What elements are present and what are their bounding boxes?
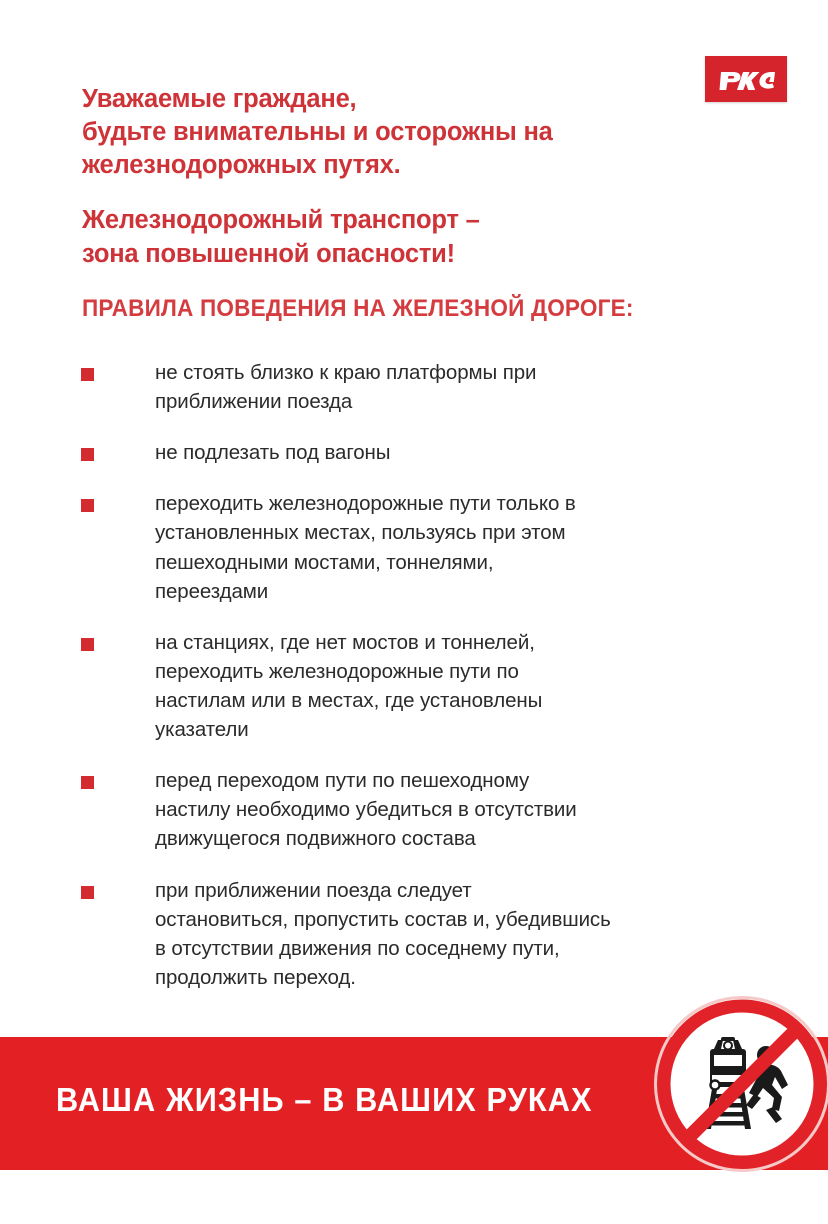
bullet-square-icon xyxy=(81,448,94,461)
list-item-line: при приближении поезда следует xyxy=(155,878,472,902)
list-item-text xyxy=(155,358,768,416)
list-item-line: остановиться, пропустить состав и, убедившись xyxy=(155,907,611,931)
list-item-line: установленных местах, пользуясь при этом xyxy=(155,521,566,545)
list-item-text xyxy=(155,489,768,605)
rules-heading: ПРАВИЛА ПОВЕДЕНИЯ НА ЖЕЛЕЗНОЙ ДОРОГЕ: xyxy=(82,295,634,322)
list-item-line: переходить железнодорожные пути по xyxy=(155,659,519,683)
headline-line: будьте внимательны и осторожны на xyxy=(82,118,553,147)
list-item xyxy=(78,876,768,992)
list-item xyxy=(78,628,768,744)
list-item-line: переходить железнодорожные пути только в xyxy=(155,492,576,516)
list-item-text xyxy=(155,438,768,467)
list-item-line: движущегося подвижного состава xyxy=(155,827,476,851)
headline-line: Уважаемые граждане, xyxy=(82,85,357,113)
list-item xyxy=(78,766,768,853)
headline-line: железнодорожных путях. xyxy=(82,151,401,180)
bullet-square-icon xyxy=(81,638,94,651)
bullet-square-icon xyxy=(81,499,94,512)
list-item-line: не стоять близко к краю платформы при xyxy=(155,361,537,384)
rzd-logo-mark xyxy=(717,66,775,92)
list-item xyxy=(78,489,768,605)
rzd-logo xyxy=(705,56,787,102)
bullet-square-icon xyxy=(81,776,94,789)
list-item-line: настилам или в местах, где установлены xyxy=(155,688,543,712)
list-item-line: указатели xyxy=(155,718,249,742)
list-item-line: перед переходом пути по пешеходному xyxy=(155,769,530,793)
headline xyxy=(82,83,682,271)
list-item-line: на станциях, где нет мостов и тоннелей, xyxy=(155,630,535,654)
list-item-text xyxy=(155,876,768,992)
list-item-line: пешеходными мостами, тоннелями, xyxy=(155,550,494,574)
list-item-text xyxy=(155,628,768,744)
list-item-line: не подлезать под вагоны xyxy=(155,441,391,465)
list-item-line: в отсутствии движения по соседнему пути, xyxy=(155,936,560,960)
headline-line: Железнодорожный транспорт – xyxy=(82,206,480,235)
list-item xyxy=(78,358,768,416)
headline-paragraph-1 xyxy=(82,83,682,182)
no-crossing-prohibition-sign xyxy=(651,993,828,1175)
list-item-line: приближении поезда xyxy=(155,390,353,414)
list-item-line: переездами xyxy=(155,579,269,603)
bullet-square-icon xyxy=(81,368,94,381)
list-item-text xyxy=(155,766,768,853)
headline-line: зона повышенной опасности! xyxy=(82,239,455,268)
footer-slogan: ВАША ЖИЗНЬ – В ВАШИХ РУКАХ xyxy=(56,1081,593,1118)
prohibition-sign-icon xyxy=(651,993,828,1175)
bullet-square-icon xyxy=(81,886,94,899)
list-item-line: настилу необходимо убедиться в отсутствии xyxy=(155,798,577,822)
rules-list xyxy=(78,358,768,1014)
list-item xyxy=(78,438,768,467)
headline-paragraph-2 xyxy=(82,204,682,270)
list-item-line: продолжить переход. xyxy=(155,965,356,989)
